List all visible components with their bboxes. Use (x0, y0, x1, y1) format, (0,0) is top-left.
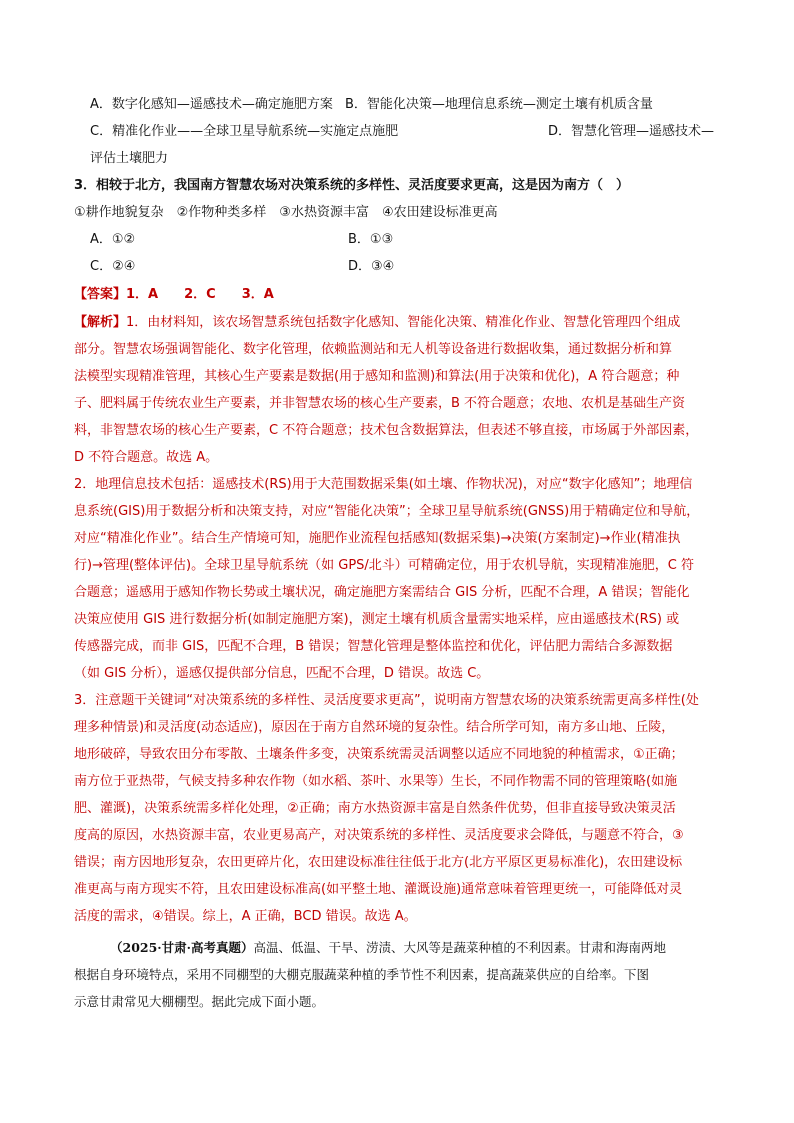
analysis-line (74, 315, 724, 331)
q2-option-c: C．精准化作业——全球卫星导航系统—实施定点施肥 (90, 124, 399, 139)
answer-line (74, 287, 724, 303)
analysis-p3-l2: 理多种情景)和灵活度(动态适应)，原因在于南方自然环境的复杂性。结合所学可知，南方多山地、丘陵， (74, 720, 675, 735)
analysis-p3-l9: 活度的需求，④错误。综上，A 正确，BCD 错误。故选 A。 (74, 909, 417, 924)
next-intro-text-1: 高温、低温、干旱、涝渍、大风等是蔬菜种植的不利因素。甘肃和海南两地 (253, 940, 667, 955)
analysis-p1-l6: D 不符合题意。故选 A。 (74, 450, 219, 465)
analysis-p3-l5: 肥、灌溉)，决策系统需多样化处理，②正确；南方水热资源丰富是自然条件优势，但非直接导致决策灵活 (74, 801, 676, 816)
analysis-p1-l2: 部分。智慧农场强调智能化、数字化管理，依赖监测站和无人机等设备进行数据收集，通过数据分析和算 (74, 342, 673, 357)
analysis-p3-l1: 3．注意题干关键词“对决策系统的多样性、灵活度要求更高”，说明南方智慧农场的决策系统需更高多样性(处 (74, 693, 699, 708)
analysis-p2-l2: 息系统(GIS)用于数据分析和决策支持，对应“智能化决策”；全球卫星导航系统(GNSS)用于精确定位和导航， (74, 504, 700, 519)
q2-option-b: B．智能化决策—地理信息系统—测定土壤有机质含量 (345, 97, 653, 112)
q3-option-a: A．①② (90, 232, 136, 247)
analysis-p1-l4: 子、肥料属于传统农业生产要素，并非智慧农场的核心生产要素，B 不符合题意；农地、农机是基础生产资 (74, 396, 686, 411)
q3-stem: 3．相较于北方，我国南方智慧农场对决策系统的多样性、灵活度要求更高，这是因为南方（ ） (74, 178, 630, 193)
analysis-p3-l6: 度高的原因，水热资源丰富，农业更易高产，对决策系统的多样性、灵活度要求会降低，与题意不符合，③ (74, 828, 684, 843)
q2-option-a: A．数字化感知—遥感技术—确定施肥方案 (90, 97, 333, 112)
analysis-p3-l4: 南方位于亚热带，气候支持多种农作物（如水稻、茶叶、水果等）生长，不同作物需不同的管理策略(如施 (74, 774, 678, 789)
analysis-p2-l7: 传感器完成，而非 GIS，匹配不合理，B 错误；智慧化管理是整体监控和优化，评估肥力需结合多源数据 (74, 639, 673, 654)
q3-option-d: D．③④ (348, 259, 395, 274)
next-intro-l2: 根据自身环境特点，采用不同棚型的大棚克服蔬菜种植的季节性不利因素，提高蔬菜供应的自给率。下图 (74, 967, 650, 982)
answer-tag: 【答案】 (74, 287, 127, 302)
next-source: （2025·甘肃·高考真题） (110, 940, 254, 955)
q3-option-b: B．①③ (348, 232, 394, 247)
q3-choices: ①耕作地貌复杂 ②作物种类多样 ③水热资源丰富 ④农田建设标准更高 (74, 205, 498, 220)
analysis-p1-l5: 料，非智慧农场的核心生产要素，C 不符合题意；技术包含数据算法，但表述不够直接，市场属于外部因素， (74, 423, 699, 438)
analysis-p1-l3: 法模型实现精准管理，其核心生产要素是数据(用于感知和监测)和算法(用于决策和优化)，A 符合题意；种 (74, 369, 680, 384)
q3-option-c: C．②④ (90, 259, 136, 274)
analysis-p1-l1: 1．由材料知，该农场智慧系统包括数字化感知、智能化决策、精准化作业、智慧化管理四个组成 (126, 315, 681, 330)
analysis-p3-l8: 准更高与南方现实不符，且农田建设标准高(如平整土地、灌溉设施)通常意味着管理更统一，可能降低对灵 (74, 882, 683, 897)
q2-option-d: D．智慧化管理—遥感技术— (548, 124, 715, 139)
analysis-p2-l6: 决策应使用 GIS 进行数据分析(如制定施肥方案)，测定土壤有机质含量需实地采样，应由遥感技术(RS) 或 (74, 612, 680, 627)
analysis-p2-l4: 行)→管理(整体评估)。全球卫星导航系统（如 GPS/北斗）可精确定位，用于农机导航，实现精准施肥，C 符 (74, 558, 694, 573)
next-intro-l1 (74, 940, 724, 956)
analysis-p2-l5: 合题意；遥感用于感知作物长势或土壤状况，确定施肥方案需结合 GIS 分析，匹配不合理，A 错误；智能化 (74, 585, 690, 600)
analysis-tag: 【解析】 (74, 315, 127, 330)
analysis-p3-l7: 错误；南方因地形复杂，农田更碎片化，农田建设标准往往低于北方(北方平原区更易标准化)，农田建设标 (74, 855, 683, 870)
next-intro-l3: 示意甘肃常见大棚棚型。据此完成下面小题。 (74, 994, 325, 1009)
analysis-p2-l1: 2．地理信息技术包括：遥感技术(RS)用于大范围数据采集(如土壤、作物状况)，对应“数字化感知”；地理信 (74, 477, 693, 492)
answer-content: 1．A 2．C 3．A (126, 287, 274, 302)
analysis-p2-l8: （如 GIS 分析），遥感仅提供部分信息，匹配不合理，D 错误。故选 C。 (74, 666, 490, 681)
q2-option-d-cont: 评估土壤肥力 (90, 151, 169, 166)
analysis-p3-l3: 地形破碎，导致农田分布零散、土壤条件多变，决策系统需灵活调整以适应不同地貌的种植需求，①正确； (74, 747, 684, 762)
analysis-p2-l3: 对应“精准化作业”。结合生产情境可知，施肥作业流程包括感知(数据采集)→决策(方案制定)→作业(精准执 (74, 531, 681, 546)
